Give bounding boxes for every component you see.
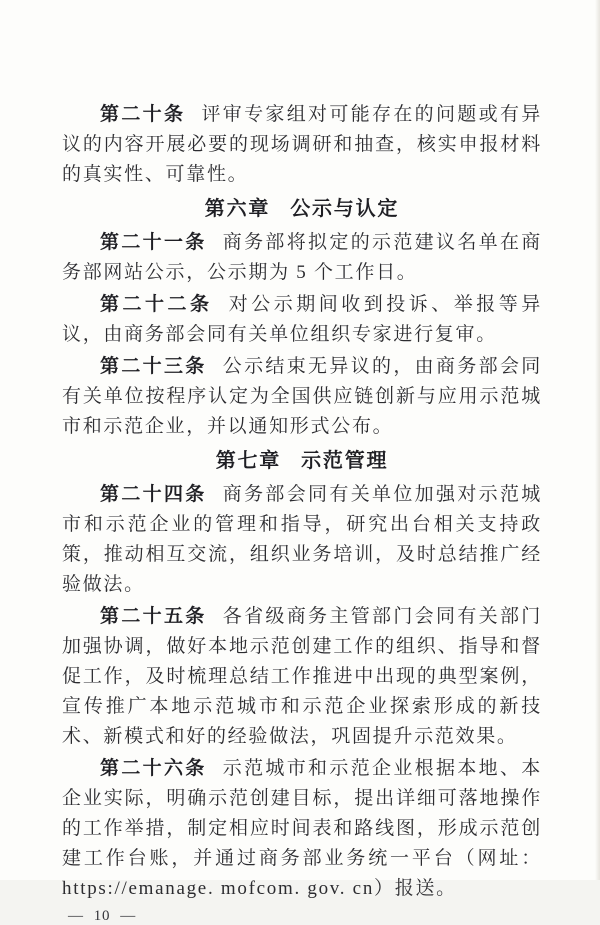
article-text: 各省级商务主管部门会同有关部门加强协调，做好本地示范创建工作的组织、指导和督促工作，及时梳理总结工作推进中出现的典型案例，宣传推广本地示范城市和示范企业探索形成的新技术、新模式和好的经验做法，巩固提升示范效果。: [62, 606, 542, 747]
article-text: 公示结束无异议的，由商务部会同有关单位按程序认定为全国供应链创新与应用示范城市和示范企业，并以通知形式公布。: [62, 356, 542, 437]
article-paragraph: [62, 480, 542, 600]
article-paragraph: [62, 754, 542, 904]
footer-left-dash: —: [68, 908, 84, 924]
article-paragraph: [62, 100, 542, 190]
article-text: 商务部会同有关单位加强对示范城市和示范企业的管理和指导，研究出台相关支持政策，推动相互交流，组织业务培训，及时总结推广经验做法。: [62, 484, 542, 595]
article-number-label: 第二十一条: [100, 232, 207, 253]
article-paragraph: [62, 290, 542, 350]
chapter-title: 公示与认定: [290, 198, 400, 220]
article-number-label: 第二十四条: [100, 484, 207, 505]
article-number-label: 第二十条: [100, 104, 186, 125]
chapter-heading: [62, 446, 542, 476]
article-paragraph: [62, 602, 542, 752]
chapter-number: 第六章: [204, 198, 271, 220]
article-paragraph: [62, 352, 542, 442]
chapter-number: 第七章: [215, 450, 282, 472]
article-number-label: 第二十六条: [100, 758, 207, 779]
article-number-label: 第二十二条: [100, 294, 213, 315]
footer-right-dash: —: [120, 908, 136, 924]
page-number-footer: [62, 908, 542, 925]
article-paragraph: [62, 228, 542, 288]
article-number-label: 第二十三条: [100, 356, 207, 377]
article-text: 评审专家组对可能存在的问题或有异议的内容开展必要的现场调研和抽查，核实申报材料的真实性、可靠性。: [62, 104, 542, 185]
chapter-heading: [62, 194, 542, 224]
page-number: 10: [93, 908, 111, 924]
article-text: 商务部将拟定的示范建议名单在商务部网站公示，公示期为 5 个工作日。: [62, 232, 542, 283]
article-text: 对公示期间收到投诉、举报等异议，由商务部会同有关单位组织专家进行复审。: [62, 294, 542, 345]
article-text: 示范城市和示范企业根据本地、本企业实际，明确示范创建目标，提出详细可落地操作的工作举措，制定相应时间表和路线图，形成示范创建工作台账，并通过商务部业务统一平台（网址：https://emanage. mofcom. gov. cn）报送。: [62, 758, 542, 899]
article-number-label: 第二十五条: [100, 606, 207, 627]
chapter-title: 示范管理: [301, 450, 389, 472]
